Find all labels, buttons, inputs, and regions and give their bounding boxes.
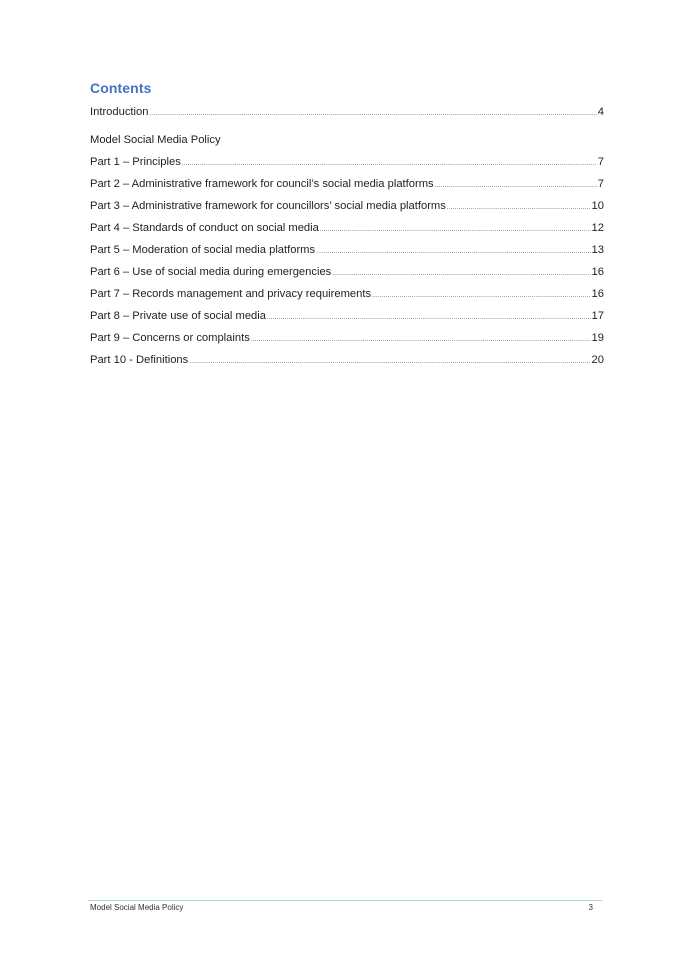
- dot-leader: [316, 249, 590, 255]
- toc-entry-page: 12: [591, 222, 604, 234]
- toc-entry-part-5[interactable]: [90, 244, 604, 266]
- toc-entry-part-2[interactable]: [90, 178, 604, 200]
- toc-entry-title: Part 9 – Concerns or complaints: [90, 332, 250, 344]
- dot-leader: [189, 359, 590, 365]
- toc-entry-part-8[interactable]: [90, 310, 604, 332]
- table-of-contents: [90, 106, 604, 376]
- toc-entry-page: 7: [597, 156, 604, 168]
- toc-entry-introduction[interactable]: [90, 106, 604, 128]
- toc-entry-page: 16: [591, 266, 604, 278]
- dot-leader: [149, 111, 596, 117]
- toc-entry-title: Part 1 – Principles: [90, 156, 181, 168]
- toc-entry-title: Part 2 – Administrative framework for council’s social media platforms: [90, 178, 434, 190]
- dot-leader: [372, 293, 590, 299]
- contents-heading: Contents: [90, 80, 152, 96]
- toc-entry-title: Introduction: [90, 106, 149, 118]
- footer-document-title: Model Social Media Policy: [90, 903, 184, 912]
- toc-entry-page: 4: [597, 106, 604, 118]
- toc-entry-part-7[interactable]: [90, 288, 604, 310]
- toc-entry-page: 19: [591, 332, 604, 344]
- toc-entry-title: Part 4 – Standards of conduct on social media: [90, 222, 319, 234]
- toc-entry-title: Part 8 – Private use of social media: [90, 310, 266, 322]
- dot-leader: [320, 227, 591, 233]
- footer-page-number: 3: [588, 903, 593, 912]
- toc-entry-title: Part 7 – Records management and privacy requirements: [90, 288, 372, 300]
- dot-leader: [435, 183, 597, 189]
- toc-section-label: Model Social Media Policy: [90, 134, 221, 146]
- dot-leader: [182, 161, 597, 167]
- toc-entry-page: 17: [591, 310, 604, 322]
- toc-entry-title: Part 10 - Definitions: [90, 354, 189, 366]
- dot-leader: [332, 271, 590, 277]
- dot-leader: [267, 315, 591, 321]
- footer-divider: [88, 900, 602, 901]
- toc-entry-title: Part 5 – Moderation of social media platforms: [90, 244, 316, 256]
- toc-entry-page: 10: [591, 200, 604, 212]
- dot-leader: [447, 205, 591, 211]
- toc-entry-page: 16: [591, 288, 604, 300]
- toc-entry-page: 7: [597, 178, 604, 190]
- toc-entry-part-3[interactable]: [90, 200, 604, 222]
- toc-entry-title: Part 3 – Administrative framework for councillors’ social media platforms: [90, 200, 446, 212]
- toc-entry-page: 20: [591, 354, 604, 366]
- toc-entry-part-1[interactable]: [90, 156, 604, 178]
- toc-entry-page: 13: [591, 244, 604, 256]
- toc-entry-part-10[interactable]: [90, 354, 604, 376]
- toc-entry-title: Part 6 – Use of social media during emergencies: [90, 266, 332, 278]
- dot-leader: [251, 337, 591, 343]
- toc-entry-part-6[interactable]: [90, 266, 604, 288]
- toc-entry-part-9[interactable]: [90, 332, 604, 354]
- toc-entry-part-4[interactable]: [90, 222, 604, 244]
